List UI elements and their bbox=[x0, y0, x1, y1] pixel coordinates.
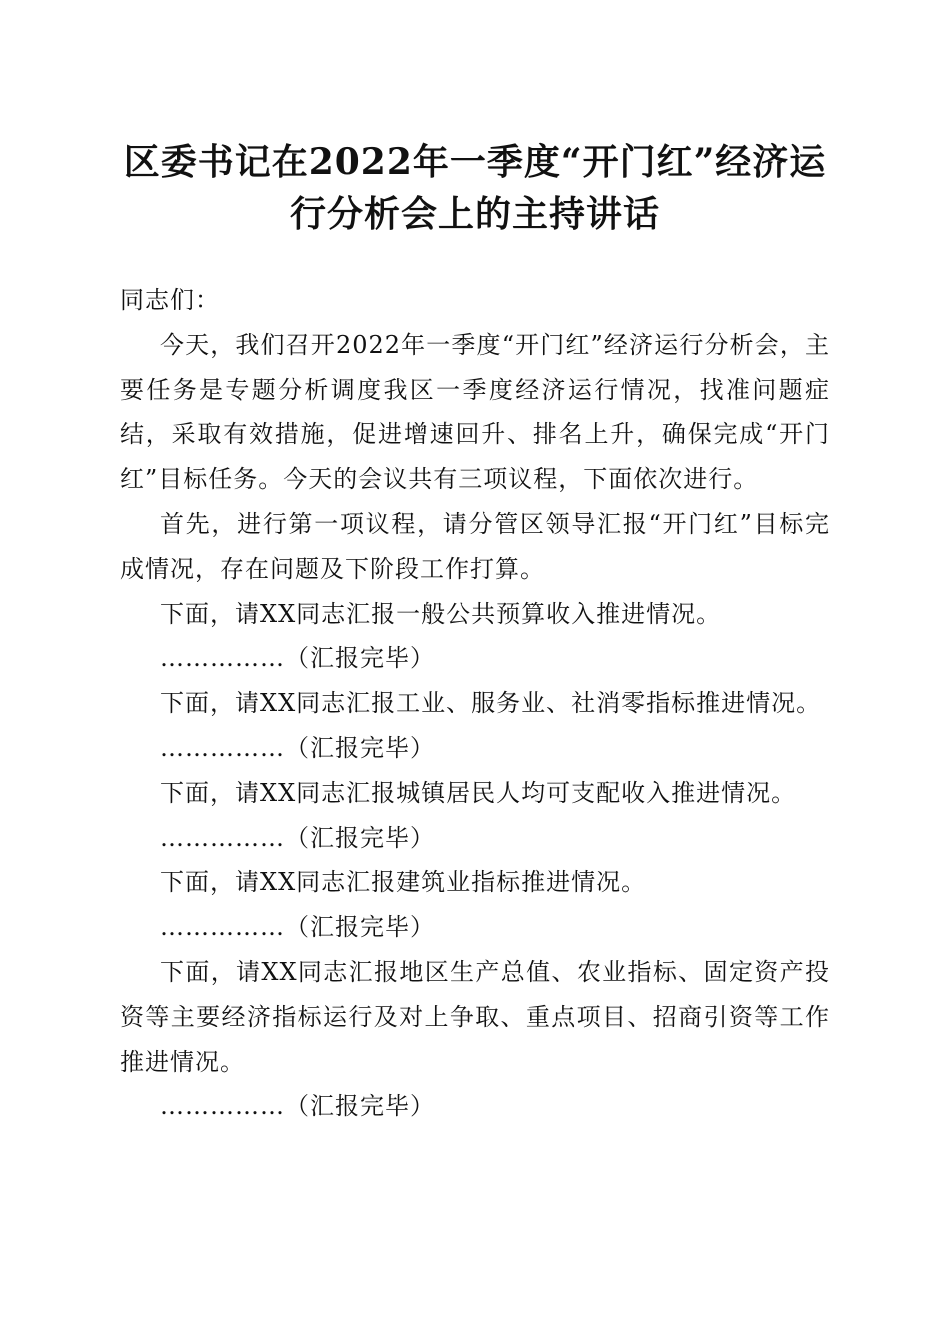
paragraph-report-industry: 下面，请XX同志汇报工业、服务业、社消零指标推进情况。 bbox=[160, 689, 822, 718]
document-title bbox=[100, 136, 850, 240]
report-complete-note: ……………（汇报完毕） bbox=[160, 823, 435, 852]
report-complete-note: ……………（汇报完毕） bbox=[160, 913, 435, 942]
report-complete-note: ……………（汇报完毕） bbox=[160, 733, 435, 762]
report-complete-note: ……………（汇报完毕） bbox=[160, 644, 435, 673]
title-line-2: 行分析会上的主持讲话 bbox=[289, 193, 660, 235]
report-complete-note: ……………（汇报完毕） bbox=[160, 1092, 435, 1121]
paragraph-report-construction: 下面，请XX同志汇报建筑业指标推进情况。 bbox=[160, 868, 647, 897]
title-line-1: 区委书记在2022年一季度“开门红”经济运 bbox=[123, 141, 827, 183]
paragraph-report-gdp: 下面，请XX同志汇报地区生产总值、农业指标、固定资产投资等主要经济指标运行及对上争取、重点项目、招商引资等工作推进情况。 bbox=[120, 957, 830, 1076]
paragraph-report-budget: 下面，请XX同志汇报一般公共预算收入推进情况。 bbox=[160, 599, 722, 628]
paragraph-opening: 今天，我们召开2022年一季度“开门红”经济运行分析会，主要任务是专题分析调度我区一季度经济运行情况，找准问题症结，采取有效措施，促进增速回升、排名上升，确保完成“开门红”目标任务。今天的会议共有三项议程，下面依次进行。 bbox=[120, 330, 830, 494]
paragraph-agenda-one: 首先，进行第一项议程，请分管区领导汇报“开门红”目标完成情况，存在问题及下阶段工作打算。 bbox=[120, 509, 830, 583]
paragraph-report-income: 下面，请XX同志汇报城镇居民人均可支配收入推进情况。 bbox=[160, 778, 797, 807]
salutation: 同志们： bbox=[120, 286, 220, 314]
document-body bbox=[120, 278, 830, 1129]
